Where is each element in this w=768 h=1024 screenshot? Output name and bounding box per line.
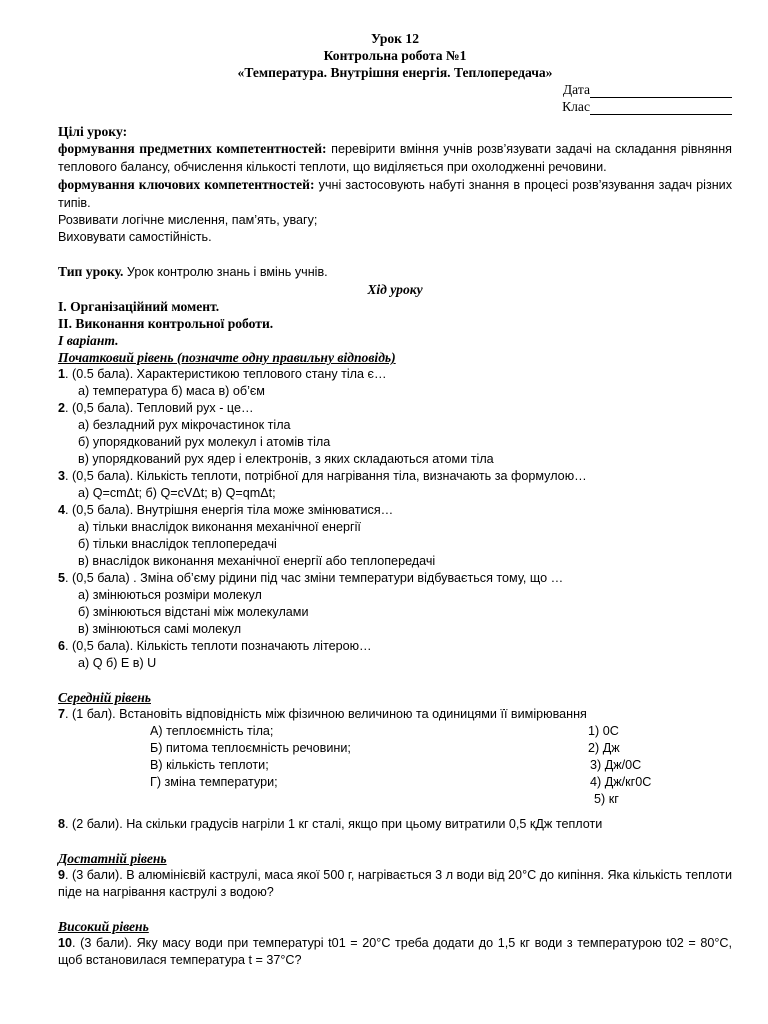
class-field xyxy=(58,98,732,115)
course-title: Хід уроку xyxy=(367,282,423,297)
question-text: . (1 бал). Встановіть відповідність між фізичною величиною та одиницями її вимірювання xyxy=(65,707,587,721)
matching-row xyxy=(58,791,732,808)
q4-option-a: а) тільки внаслідок виконання механічної енергії xyxy=(78,520,361,534)
question-number: 1 xyxy=(58,367,66,381)
goals-key-label: формування ключових компетентностей: xyxy=(58,177,315,192)
goals-subject-label: формування предметних компетентностей: xyxy=(58,141,327,156)
question-number: 4 xyxy=(58,503,66,517)
q2-option-b: б) упорядкований рух молекул і атомів тіла xyxy=(78,435,331,449)
matching-right: 3) Дж/0С xyxy=(590,758,642,772)
goals-subject xyxy=(58,140,732,176)
q1-answers: а) температура б) маса в) об’єм xyxy=(78,384,265,398)
matching-row xyxy=(58,757,732,774)
matching-row xyxy=(58,774,732,791)
question-3 xyxy=(58,468,732,485)
question-1 xyxy=(58,366,732,383)
question-text: . (0,5 бала). Тепловий рух - це… xyxy=(65,401,254,415)
goals-key xyxy=(58,176,732,212)
document-page xyxy=(58,30,732,969)
question-8 xyxy=(58,816,732,833)
level2-title: Середній рівень xyxy=(58,690,151,705)
lesson-type-label: Тип уроку. xyxy=(58,264,124,279)
goals-key-text: учні застосовують набуті знання в процесі розв’язування задач різних типів. xyxy=(58,178,732,210)
question-text: . (0.5 бала). Характеристикою теплового стану тіла є… xyxy=(65,367,387,381)
date-field xyxy=(58,81,732,98)
question-number: 7 xyxy=(58,707,66,721)
matching-left: В) кількість теплоти; xyxy=(150,758,269,772)
question-number: 2 xyxy=(58,401,66,415)
question-number: 9 xyxy=(58,868,66,882)
matching-right: 1) 0С xyxy=(588,724,619,738)
question-text: . (0,5 бала). Кількість теплоти, потрібної для нагрівання тіла, визначають за формулою… xyxy=(65,469,587,483)
matching-right: 2) Дж xyxy=(588,741,620,755)
question-6 xyxy=(58,638,732,655)
question-text: . (2 бали). На скільки градусів нагріли 1 кг сталі, якщо при цьому витратили 0,5 кДж теплоти xyxy=(65,817,603,831)
matching-left: Б) питома теплоємність речовини; xyxy=(150,741,351,755)
q4-option-c: в) внаслідок виконання механічної енергії або теплопередачі xyxy=(78,554,436,568)
question-number: 6 xyxy=(58,639,66,653)
question-text: . (0,5 бала). Кількість теплоти позначають літерою… xyxy=(65,639,372,653)
question-5 xyxy=(58,570,732,587)
q5-option-b: б) змінюються відстані між молекулами xyxy=(78,605,309,619)
matching-right: 5) кг xyxy=(594,792,619,806)
variant-title: І варіант. xyxy=(58,333,119,348)
level1-title: Початковий рівень (позначте одну правильну відповідь) xyxy=(58,350,396,365)
level3-title: Достатній рівень xyxy=(58,851,167,866)
level4-title: Високий рівень xyxy=(58,919,149,934)
question-text: . (0,5 бала). Внутрішня енергія тіла може змінюватися… xyxy=(65,503,394,517)
question-7 xyxy=(58,706,732,723)
matching-table xyxy=(58,723,732,808)
lesson-type xyxy=(58,263,732,281)
class-blank-line xyxy=(590,101,732,115)
question-text: . (0,5 бала) . Зміна об’єму рідини під час зміни температури відбувається тому, що … xyxy=(65,571,564,585)
question-9 xyxy=(58,867,732,901)
q2-option-a: а) безладний рух мікрочастинок тіла xyxy=(78,418,291,432)
date-label: Дата xyxy=(562,82,590,97)
question-4 xyxy=(58,502,732,519)
question-number: 3 xyxy=(58,469,66,483)
goals-title: Цілі уроку: xyxy=(58,124,128,139)
matching-left: А) теплоємність тіла; xyxy=(150,724,274,738)
q3-answers: а) Q=cmΔt; б) Q=cVΔt; в) Q=qmΔt; xyxy=(78,486,276,500)
question-2 xyxy=(58,400,732,417)
question-text: . (3 бали). Яку масу води при температурі t01 = 20°С треба додати до 1,5 кг води з температурою t02 = 80°С, щоб встановилася температура t = 37°С? xyxy=(58,936,732,967)
q5-option-c: в) змінюються самі молекул xyxy=(78,622,242,636)
matching-left xyxy=(58,791,498,808)
goals-line-thinking: Розвивати логічне мислення, пам’ять, увагу; xyxy=(58,213,318,227)
question-text: . (3 бали). В алюмінієвій каструлі, маса якої 500 г, нагрівається 3 л води від 20°С до кипіння. Яка кількість теплоти піде на нагрівання каструлі з водою? xyxy=(58,868,732,899)
matching-row xyxy=(58,740,732,757)
section-organization: І. Організаційний момент. xyxy=(58,299,220,314)
matching-right: 4) Дж/кг0С xyxy=(590,775,652,789)
q2-option-c: в) упорядкований рух ядер і електронів, з яких складаються атоми тіла xyxy=(78,452,494,466)
question-number: 5 xyxy=(58,571,66,585)
goals-subject-text: перевірити вміння учнів розв’язувати задачі на складання рівняння теплового балансу, обчислення кількості теплоти, що виділяється при охолодженні речовини. xyxy=(58,142,732,174)
question-number: 8 xyxy=(58,817,66,831)
section-test: ІІ. Виконання контрольної роботи. xyxy=(58,316,274,331)
question-10 xyxy=(58,935,732,969)
goals-line-independence: Виховувати самостійність. xyxy=(58,230,212,244)
matching-left: Г) зміна температури; xyxy=(150,775,278,789)
q5-option-a: а) змінюються розміри молекул xyxy=(78,588,262,602)
work-title: Контрольна робота №1 xyxy=(323,48,467,63)
topic-title: «Температура. Внутрішня енергія. Теплопередача» xyxy=(237,65,553,80)
matching-row xyxy=(58,723,732,740)
class-label: Клас xyxy=(562,99,590,114)
lesson-number: Урок 12 xyxy=(370,31,420,46)
q6-answers: а) Q б) E в) U xyxy=(78,656,157,670)
lesson-type-text: Урок контролю знань і вмінь учнів. xyxy=(123,265,328,279)
date-blank-line xyxy=(590,84,732,98)
q4-option-b: б) тільки внаслідок теплопередачі xyxy=(78,537,277,551)
question-number: 10 xyxy=(58,936,73,950)
